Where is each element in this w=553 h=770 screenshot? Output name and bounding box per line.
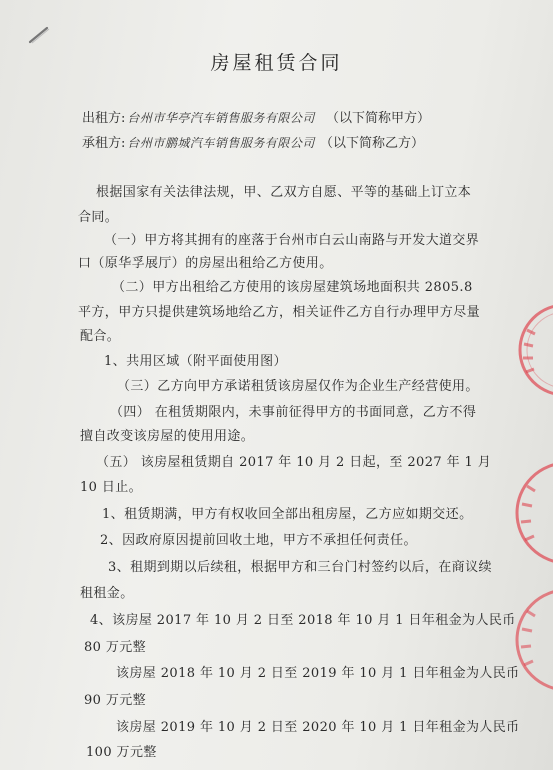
lessee-name: 台州市鹏城汽车销售服务有限公司 [127, 136, 315, 150]
lessee-note: （以下简称乙方） [320, 136, 425, 151]
clause-line: （二）甲方出租给乙方使用的该房屋建筑场地面积共 2805.8 [112, 280, 473, 295]
clause-line: 口（原华孚展厅）的房屋出租给乙方使用。 [78, 256, 333, 271]
lessor-name: 台州市华亭汽车销售服务有限公司 [127, 111, 315, 125]
clause-line: 3、租期到期以后续租，根据甲方和三台门村签约以后，在商议续 [108, 560, 492, 575]
clause-line: 2、因政府原因提前回收土地，甲方不承担任何责任。 [100, 533, 417, 548]
lessor-label: 出租方: [82, 111, 126, 126]
clause-line: 1、共用区域（附平面使用图） [104, 354, 287, 369]
company-seal-middle [505, 458, 553, 568]
company-seal-top [505, 300, 553, 400]
clause-line: （一）甲方将其拥有的座落于台州市白云山南路与开发大道交界 [104, 233, 480, 248]
clause-line: 10 日止。 [80, 480, 143, 495]
clause-line: 80 万元整 [84, 640, 147, 655]
clause-line: 配合。 [80, 329, 121, 344]
lessor-note: （以下简称甲方） [326, 111, 431, 126]
clause-line: 平方，甲方只提供建筑场地给乙方，相关证件乙方自行办理甲方尽量 [78, 305, 481, 320]
clause-line: 1、租赁期满，甲方有权收回全部出租房屋，乙方应如期交还。 [102, 507, 473, 522]
clause-line: 该房屋 2019 年 10 月 2 日至 2020 年 10 月 1 日年租金为人民币 [116, 720, 520, 735]
clause-line: 合同。 [78, 210, 119, 225]
company-seal-bottom [505, 585, 553, 695]
clause-line: （五） 该房屋租赁期自 2017 年 10 月 2 日起，至 2027 年 1 月 [96, 455, 492, 470]
clause-line: 擅自改变该房屋的使用用途。 [80, 429, 255, 444]
clause-line: 4、该房屋 2017 年 10 月 2 日至 2018 年 10 月 1 日年租金为人民币 [90, 613, 516, 628]
document-title: 房屋租赁合同 [210, 52, 343, 74]
clause-line: 该房屋 2018 年 10 月 2 日至 2019 年 10 月 1 日年租金为人民币 [116, 666, 520, 681]
clause-line: 根据国家有关法律法规，甲、乙双方自愿、平等的基础上订立本 [96, 185, 472, 200]
lessee-label: 承租方: [82, 136, 126, 151]
clause-line: 90 万元整 [84, 693, 147, 708]
clause-line: 租租金。 [80, 586, 134, 601]
clause-line: （三）乙方向甲方承诺租赁该房屋仅作为企业生产经营使用。 [117, 379, 479, 394]
clause-line: 100 万元整 [86, 745, 157, 760]
staple-icon [28, 24, 50, 44]
lessee-line [82, 132, 425, 151]
lessor-line [82, 107, 431, 126]
clause-line: （四） 在租赁期限内，未事前征得甲方的书面同意，乙方不得 [110, 405, 477, 420]
